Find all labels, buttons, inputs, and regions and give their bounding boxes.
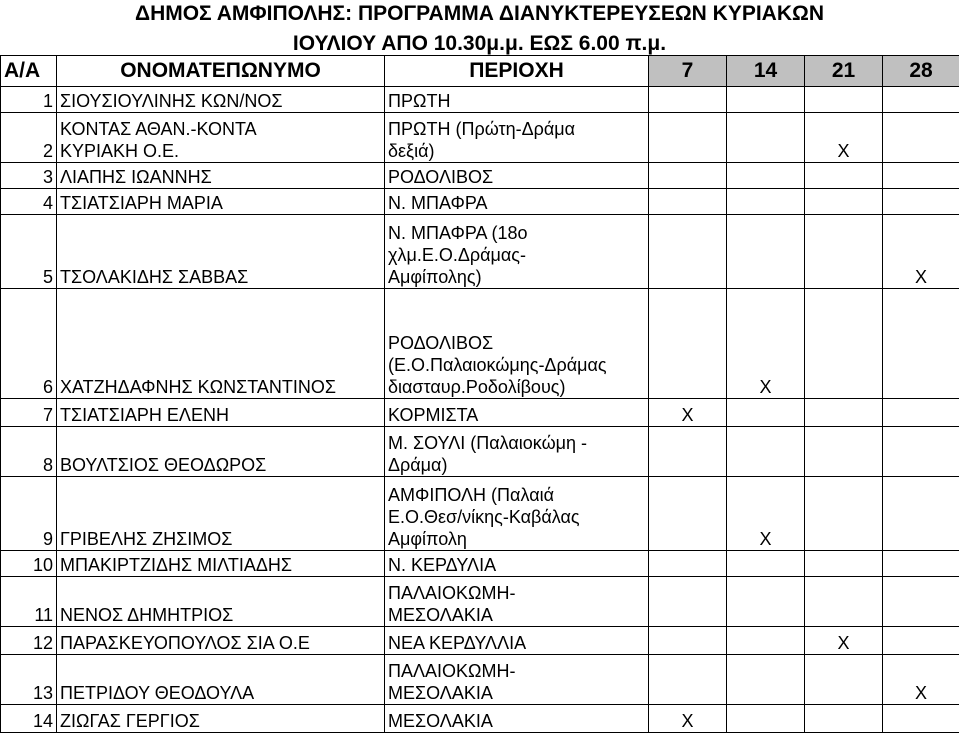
day-mark-21: [805, 427, 883, 477]
row-number: 4: [1, 189, 57, 215]
name-line: ΚΟΝΤΑΣ ΑΘΑΝ.-ΚΟΝΤΑ: [60, 119, 257, 139]
name-line: ΠΕΤΡΙΔΟΥ ΘΕΟΔΟΥΛΑ: [60, 683, 255, 703]
row-number: 14: [1, 705, 57, 733]
day-mark-7: [649, 627, 727, 655]
area-line: ΡΟΔΟΛΙΒΟΣ: [388, 333, 494, 353]
day-mark-21: [805, 577, 883, 627]
day-mark-7: [649, 113, 727, 163]
day-mark-28: [883, 113, 959, 163]
area-line: ΝΕΑ ΚΕΡΔΥΛΛΙΑ: [388, 633, 527, 653]
day-mark-28: [883, 477, 959, 551]
row-name: [57, 289, 385, 399]
day-mark-14: [727, 163, 805, 189]
document-title-line-2: ΙΟΥΛΙΟΥ ΑΠΟ 10.30μ.μ. ΕΩΣ 6.00 π.μ.: [292, 32, 667, 55]
name-line: ΜΠΑΚΙΡΤΖΙΔΗΣ ΜΙΛΤΙΑΔΗΣ: [60, 555, 292, 575]
area-line: ΜΕΣΟΛΑΚΙΑ: [388, 711, 493, 731]
area-line: Αμφίπολης): [388, 267, 482, 287]
name-line: ΣΙΟΥΣΙΟΥΛΙΝΗΣ ΚΩΝ/ΝΟΣ: [60, 91, 283, 111]
day-mark-7: [649, 215, 727, 289]
day-mark-14: [727, 577, 805, 627]
day-mark-7: X: [649, 399, 727, 427]
row-name: [57, 113, 385, 163]
row-name: [57, 551, 385, 577]
row-number: 10: [1, 551, 57, 577]
day-mark-14: X: [727, 477, 805, 551]
table-row: [1, 477, 959, 551]
day-mark-28: [883, 189, 959, 215]
row-name: [57, 627, 385, 655]
header-day-7: 7: [649, 56, 727, 87]
area-line: ΠΡΩΤΗ (Πρώτη-Δράμα: [388, 119, 576, 139]
area-line: Ε.Ο.Θεσ/νίκης-Καβάλας: [388, 507, 580, 527]
day-mark-28: [883, 577, 959, 627]
row-area: [385, 163, 649, 189]
row-area: [385, 477, 649, 551]
name-line: ΧΑΤΖΗΔΑΦΝΗΣ ΚΩΝΣΤΑΝΤΙΝΟΣ: [60, 377, 337, 397]
row-number: 8: [1, 427, 57, 477]
header-day-21: 21: [805, 56, 883, 87]
area-line: (Ε.Ο.Παλαιοκώμης-Δράμας: [388, 355, 607, 375]
row-area: [385, 289, 649, 399]
row-name: [57, 87, 385, 113]
header-area: ΠΕΡΙΟΧΗ: [385, 56, 649, 87]
area-line: Μ. ΣΟΥΛΙ (Παλαιοκώμη -: [388, 433, 587, 453]
day-mark-28: [883, 627, 959, 655]
area-line: ΠΑΛΑΙΟΚΩΜΗ-: [388, 661, 516, 681]
row-number: 2: [1, 113, 57, 163]
row-name: [57, 577, 385, 627]
table-row: [1, 655, 959, 705]
name-line: ΤΣΙΑΤΣΙΑΡΗ ΜΑΡΙΑ: [60, 193, 223, 213]
area-line: Ν. ΜΠΑΦΡΑ: [388, 193, 488, 213]
row-name: [57, 705, 385, 733]
table-row: [1, 113, 959, 163]
name-line: ΒΟΥΛΤΣΙΟΣ ΘΕΟΔΩΡΟΣ: [60, 455, 267, 475]
day-mark-21: X: [805, 113, 883, 163]
day-mark-21: [805, 289, 883, 399]
row-area: [385, 551, 649, 577]
table-row: [1, 577, 959, 627]
row-name: [57, 427, 385, 477]
day-mark-21: [805, 399, 883, 427]
day-mark-28: [883, 551, 959, 577]
row-number: 13: [1, 655, 57, 705]
day-mark-14: [727, 87, 805, 113]
day-mark-14: [727, 215, 805, 289]
row-area: [385, 399, 649, 427]
day-mark-28: [883, 163, 959, 189]
row-name: [57, 163, 385, 189]
day-mark-14: X: [727, 289, 805, 399]
day-mark-28: [883, 705, 959, 733]
area-line: Ν. ΚΕΡΔΥΛΙΑ: [388, 555, 497, 575]
header-day-28: 28: [883, 56, 959, 87]
day-mark-7: X: [649, 705, 727, 733]
area-line: ΜΕΣΟΛΑΚΙΑ: [388, 683, 493, 703]
name-line: ΤΣΙΑΤΣΙΑΡΗ ΕΛΕΝΗ: [60, 405, 229, 425]
day-mark-7: [649, 289, 727, 399]
header-aa: Α/Α: [1, 56, 57, 87]
day-mark-21: X: [805, 627, 883, 655]
area-line: ΠΡΩΤΗ: [388, 91, 451, 111]
day-mark-21: [805, 705, 883, 733]
row-name: [57, 399, 385, 427]
area-line: Αμφίπολη: [388, 529, 467, 549]
name-line: ΖΙΩΓΑΣ ΓΕΡΓΙΟΣ: [60, 711, 200, 731]
day-mark-21: [805, 87, 883, 113]
row-name: [57, 477, 385, 551]
row-number: 6: [1, 289, 57, 399]
day-mark-21: [805, 189, 883, 215]
day-mark-21: [805, 215, 883, 289]
day-mark-7: [649, 163, 727, 189]
area-line: χλμ.Ε.Ο.Δράμας-: [388, 245, 526, 265]
row-area: [385, 655, 649, 705]
area-line: Ν. ΜΠΑΦΡΑ (18ο: [388, 223, 528, 243]
day-mark-7: [649, 655, 727, 705]
header-row: [1, 56, 959, 87]
table-row: [1, 627, 959, 655]
day-mark-7: [649, 189, 727, 215]
row-number: 9: [1, 477, 57, 551]
name-line: ΠΑΡΑΣΚΕΥΟΠΟΥΛΟΣ ΣΙΑ Ο.Ε: [60, 633, 310, 653]
table-row: [1, 427, 959, 477]
area-line: Δράμα): [388, 455, 448, 475]
row-area: [385, 577, 649, 627]
day-mark-28: X: [883, 215, 959, 289]
day-mark-7: [649, 427, 727, 477]
day-mark-21: [805, 477, 883, 551]
row-number: 11: [1, 577, 57, 627]
table-row: [1, 215, 959, 289]
day-mark-14: [727, 627, 805, 655]
area-line: διασταυρ.Ροδολίβους): [388, 377, 566, 397]
day-mark-28: [883, 87, 959, 113]
header-name: ΟΝΟΜΑΤΕΠΩΝΥΜΟ: [57, 56, 385, 87]
area-line: ΡΟΔΟΛΙΒΟΣ: [388, 167, 494, 187]
name-line: ΝΕΝΟΣ ΔΗΜΗΤΡΙΟΣ: [60, 605, 234, 625]
name-line: ΓΡΙΒΕΛΗΣ ΖΗΣΙΜΟΣ: [60, 529, 233, 549]
row-area: [385, 215, 649, 289]
table-row: [1, 289, 959, 399]
row-area: [385, 189, 649, 215]
area-line: ΚΟΡΜΙΣΤΑ: [388, 405, 479, 425]
table-row: [1, 189, 959, 215]
row-name: [57, 189, 385, 215]
day-mark-14: [727, 551, 805, 577]
day-mark-14: [727, 655, 805, 705]
table-row: [1, 163, 959, 189]
area-line: ΠΑΛΑΙΟΚΩΜΗ-: [388, 583, 516, 603]
row-area: [385, 705, 649, 733]
table-row: [1, 399, 959, 427]
day-mark-28: [883, 399, 959, 427]
header-day-14: 14: [727, 56, 805, 87]
day-mark-7: [649, 477, 727, 551]
row-name: [57, 655, 385, 705]
day-mark-14: [727, 399, 805, 427]
day-mark-21: [805, 551, 883, 577]
area-line: δεξιά): [388, 141, 435, 161]
row-name: [57, 215, 385, 289]
table-row: [1, 705, 959, 733]
day-mark-14: [727, 427, 805, 477]
row-area: [385, 113, 649, 163]
day-mark-21: [805, 163, 883, 189]
row-number: 1: [1, 87, 57, 113]
row-area: [385, 87, 649, 113]
day-mark-14: [727, 705, 805, 733]
day-mark-21: [805, 655, 883, 705]
row-area: [385, 427, 649, 477]
day-mark-28: X: [883, 655, 959, 705]
row-number: 5: [1, 215, 57, 289]
day-mark-28: [883, 427, 959, 477]
area-line: ΜΕΣΟΛΑΚΙΑ: [388, 605, 493, 625]
table-row: [1, 87, 959, 113]
table-row: [1, 551, 959, 577]
row-area: [385, 627, 649, 655]
day-mark-14: [727, 189, 805, 215]
day-mark-14: [727, 113, 805, 163]
day-mark-28: [883, 289, 959, 399]
name-line: ΛΙΑΠΗΣ ΙΩΑΝΝΗΣ: [60, 167, 212, 187]
day-mark-7: [649, 87, 727, 113]
name-line: ΚΥΡΙΑΚΗ Ο.Ε.: [60, 141, 180, 161]
area-line: ΑΜΦΙΠΟΛΗ (Παλαιά: [388, 485, 554, 505]
day-mark-7: [649, 551, 727, 577]
schedule-table: [0, 55, 959, 733]
row-number: 12: [1, 627, 57, 655]
day-mark-7: [649, 577, 727, 627]
row-number: 7: [1, 399, 57, 427]
row-number: 3: [1, 163, 57, 189]
name-line: ΤΣΟΛΑΚΙΔΗΣ ΣΑΒΒΑΣ: [60, 267, 249, 287]
document-title-line-1: ΔΗΜΟΣ ΑΜΦΙΠΟΛΗΣ: ΠΡΟΓΡΑΜΜΑ ΔΙΑΝΥΚΤΕΡΕΥΣΕΩΝ ΚΥΡΙΑΚΩΝ: [134, 2, 825, 25]
